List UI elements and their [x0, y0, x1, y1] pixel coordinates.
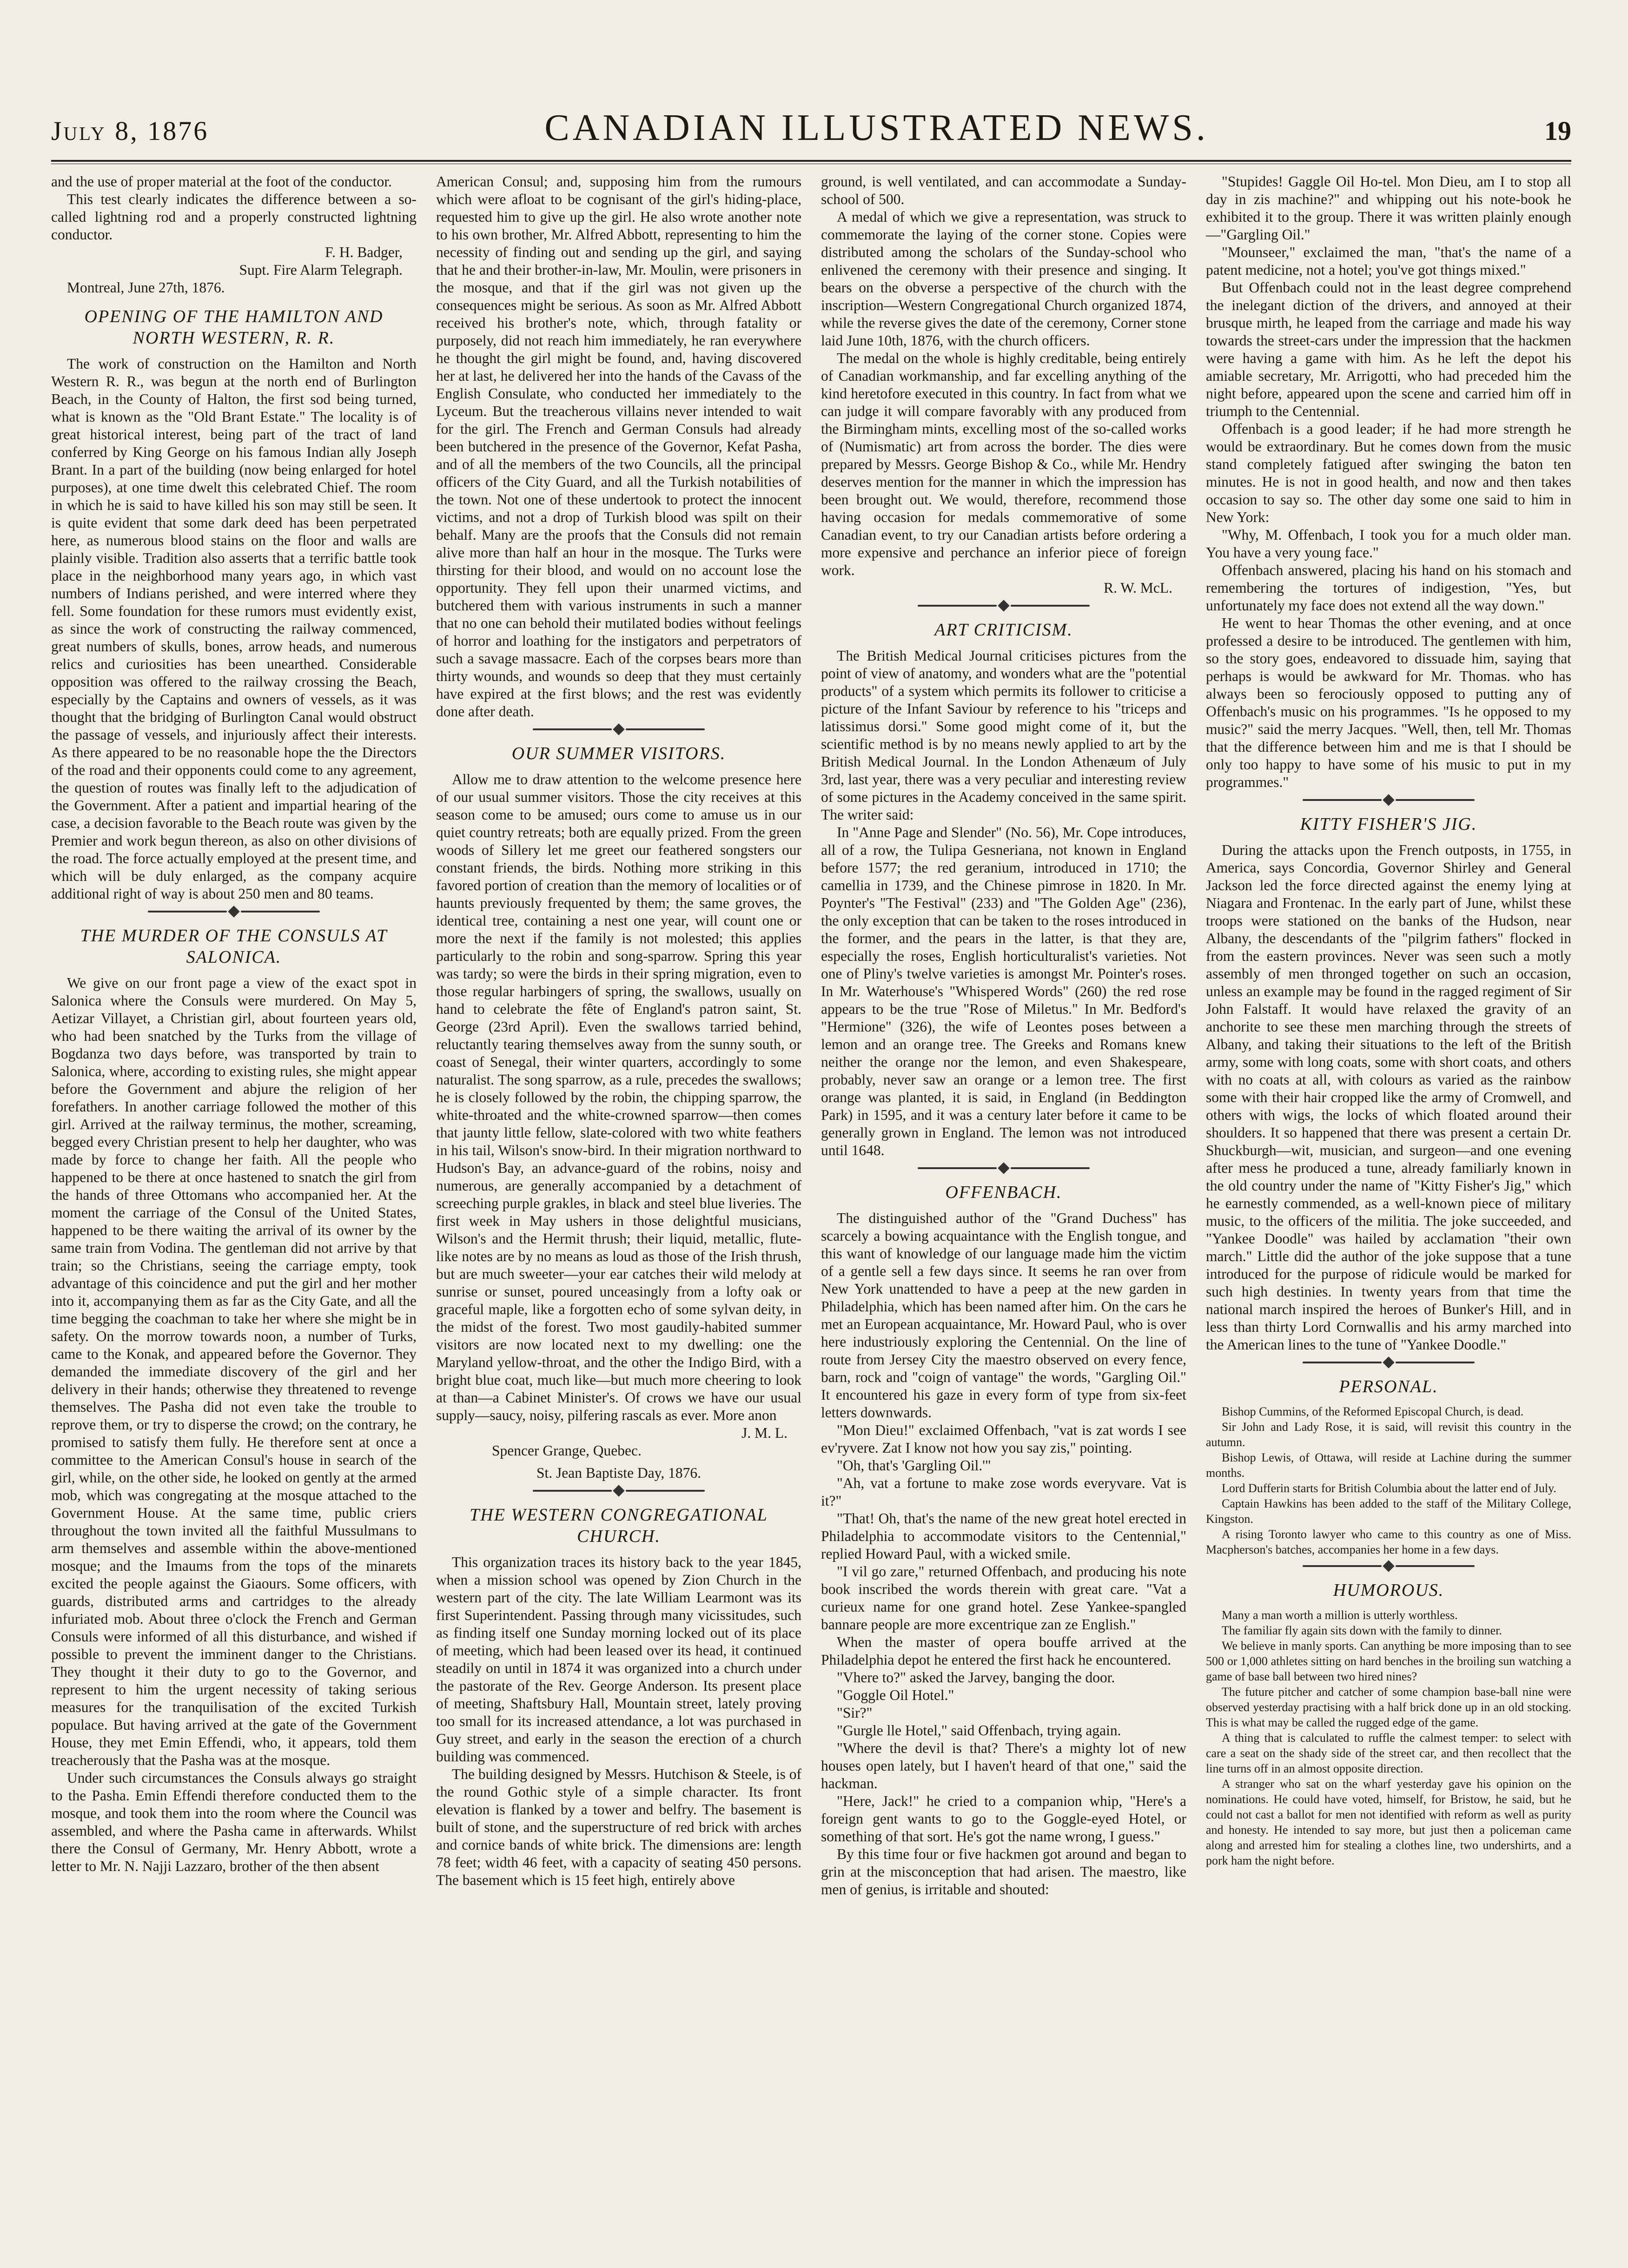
article-heading-art-criticism: ART CRITICISM.: [934, 620, 1073, 640]
signature-place: Spencer Grange, Quebec.: [492, 1442, 642, 1459]
paragraph: The distinguished author of the "Grand Duchess" has scarcely a bowing acquaintance with the English tongue, and this want of knowledge of our language made him the victim of a gentle sell a few days since. It seems he ran over from New York unattended to have a peep at the new garden in Philadelphia, which has been named after him. On the cars he met an European acquaintance, Mr. Howard Paul, who is over here industriously exploring the Centennial. On the line of route from Jersey City the maestro observed on every fence, barn, rock and "coign of vantage" the words, "Gargling Oil." It encountered his gaze in every form of type from six-feet letters downwards.: [821, 1210, 1186, 1421]
paragraph: The work of construction on the Hamilton and North Western R. R., was begun at the north end of Burlington Beach, in the County of Halton, the first sod being turned, what is known as the "Old Brant Estate." The locality is of great historical interest, being part of the tract of land conferred by King George on his famous Indian ally Joseph Brant. In a part of the building (now being enlarged for hotel purposes), at one time dwelt this celebrated Chief. The room in which he is said to have killed his son may still be seen. It is quite evident that some dark deed has been perpetrated here, as numerous blood stains on the floor and walls are plainly visible. Tradition also asserts that a terrific battle took place in the neighborhood many years ago, in which vast numbers of Indians perished, and were interred where they fell. Some foundation for these rumors must evidently exist, as since the work of constructing the railway commenced, great numbers of skulls, bones, arrow heads, and numerous relics and curiosities has been unearthed. Considerable opposition was offered to the railway crossing the Beach, especially by the Captains and owners of vessels, as it was thought that the bridging of Burlington Canal would obstruct the passage of vessels, and injuriously affect their interests. As there appeared to be no reasonable hope the the Directors of the road and their opponents could come to any agreement, the question of routes was finally left to the adjudication of the Government. After a patient and impartial hearing of the case, a decision favorable to the Beach route was given by the Premier and work begun thereon, as also on other divisions of the road. The force actually employed at the present time, and which will be duly enlarged, as the company acquire additional right of way is about 250 men and 80 teams.: [51, 356, 417, 902]
section-divider: [1206, 1562, 1571, 1570]
paragraph: During the attacks upon the French outposts, in 1755, in America, says Concordia, Governor Shirley and General Jackson led the force directed against the enemy lying at Niagara and Frontenac. In the early part of June, whilst these troops were stationed on the banks of the Hudson, near Albany, the descendants of the "pilgrim fathers" flocked in from the eastern provinces. Never was seen such a motly assembly of men thronged together on such an occasion, unless an example may be found in the ragged regiment of Sir John Falstaff. It would have relaxed the gravity of an anchorite to see these men marching through the streets of Albany, and taking their situations to the left of the British army, some with long coats, some with short coats, and others with no coats at all, with colours as varied as the rainbow some with their hair cropped like the army of Cromwell, and others with wigs, the locks of which floated around their shoulders. It so happened that there was present a certain Dr. Shuckburgh—wit, musician, and surgeon—and one evening after mess he produced a tune, already familiarly known in the old country under the name of "Kitty Fisher's Jig," which he earnestly commended, as a well-known piece of military music, to the officers of the militia. The joke succeeded, and "Yankee Doodle" was hailed by acclamation "their own march." Little did the author of the joke suppose that a tune introduced for the purpose of ridicule would be marked for such high destinies. In twenty years from that time the national march inspired the heroes of Bunker's Hill, and in less than thirty Lord Cornwallis and his army marched into the American lines to the tune of "Yankee Doodle.": [1206, 842, 1571, 1353]
paragraph: This test clearly indicates the difference between a so-called lightning rod and a properly constructed lightning conductor.: [51, 191, 417, 243]
paragraph: The British Medical Journal criticises pictures from the point of view of anatomy, and wonders what are the "potential products" of a system which permits its follower to criticise a picture of the Infant Saviour by reference to his "triceps and latissimus dorsi." Some good might come of it, but the scientific method is by no means newly applied to art by the British Medical Journal. In the London Athenæum of July 3rd, last year, there was a very peculiar and interesting review of some pictures in the Academy conceived in the same spirit. The writer said:: [821, 648, 1186, 823]
paragraph: "Mounseer," exclaimed the man, "that's the name of a patent medicine, not a hotel; you've got things mixed.": [1206, 244, 1571, 278]
section-divider: [1206, 796, 1571, 804]
paragraph: "Gurgle lle Hotel," said Offenbach, trying again.: [837, 1722, 1121, 1739]
paragraph: "Sir?": [837, 1705, 873, 1721]
paragraph: "That! Oh, that's the name of the new great hotel erected in Philadelphia to accommodate visitors to the Centennial," replied Howard Paul, with a wicked smile.: [821, 1510, 1186, 1562]
column-3: [821, 173, 1186, 2228]
header-rule: [51, 160, 1571, 162]
paragraph: In "Anne Page and Slender" (No. 56), Mr. Cope introduces, all of a row, the Tulipa Gesneriana, not known in England before 1577; the red geranium, introduced in 1710; the camellia in 1739, and the Chinese pimrose in 1820. In Mr. Poynter's "The Festival" (233) and "The Golden Age" (236), the only exception that can be taken to the roses introduced in the former, and the pears in the latter, is that they are, especially the roses, English horticulturalist's varieties. Not one of Pliny's twelve varieties is amongst Mr. Pointer's roses. In Mr. Waterhouse's "Whispered Words" (260) the red rose appears to be the true "Rose of Miletus." In Mr. Bedford's "Hermione" (326), the wife of Leontes poses between a lemon and an orange tree. The Greeks and Romans knew neither the orange nor the lemon, and even Shakespeare, probably, never saw an orange or a lemon tree. The first orange was planted, it is said, in England (in Beddington Park) in 1595, and it was a century later before it came to be generally grown in England. The lemon was not introduced until 1648.: [821, 824, 1186, 1158]
paragraph: "Where the devil is that? There's a mighty lot of new houses open lately, but I haven't heard of that one," said the hackman.: [821, 1740, 1186, 1792]
news-item: Captain Hawkins has been added to the staff of the Military College, Kingston.: [1206, 1497, 1571, 1526]
paragraph: "Oh, that's 'Gargling Oil.'": [837, 1457, 991, 1474]
paragraph: "Here, Jack!" he cried to a companion whip, "Here's a foreign gent wants to go to the Goggle-eyed Hotel, or something of that sort. He's got the name wrong, I guess.": [821, 1793, 1186, 1845]
signature: F. H. Badger,: [325, 244, 403, 260]
section-divider: [436, 725, 801, 734]
article-heading-summer-visitors: OUR SUMMER VISITORS.: [511, 744, 726, 763]
paragraph: We give on our front page a view of the exact spot in Salonica where the Consuls were murdered. On May 5, Aetizar Villayet, a Christian girl, about fourteen years old, who had been snatched by the Turks from the village of Bogdanza two days before, was transported by train to Salonica, where, according to existing rules, she might appear before the Government and abjure the religion of her forefathers. In another carriage followed the mother of this girl. Arrived at the railway terminus, the mother, screaming, begged every Christian present to help her daughter, who was made by force to change her faith. All the people who happened to be there at once hastened to snatch the girl from the hands of three Ottomans who accompanied her. At the moment the carriage of the Consul of the United States, happened to be there waiting the arrival of its owner by the same train from Vodina. The gentleman did not arrive by that train; so the Christians, seeing the carriage empty, took advantage of this coincidence and put the girl and her mother into it, accompanying them as far as the City Gate, and all the time begging the coachman to take her where she might be in safety. On the morrow towards noon, a number of Turks, came to the Konak, and appeared before the Governor. They demanded the immediate discovery of the girl and her delivery in their hands; otherwise they threatened to revenge themselves. The Pasha did not even take the trouble to reprove them, or try to disperse the crowd; on the contrary, he promised to satisfy them fully. He therefore sent at once a committee to the American Consul's house in search of the girl, while, on the other side, he looked on gently at the armed mob, which was congregating at the mosque attached to the Government House. At the same time, public criers throughout the town invited all the faithful Mussulmans to arm themselves and assemble within the above-mentioned mosque; and the Imaums from the tops of the minarets excited the people against the Giaours. Some officers, with guards, distributed arms and cartridges to the already infuriated mob. About three o'clock the French and German Consuls were informed of all this disturbance, and wished if possible to prevent the imminent danger to the Christians. They thought it their duty to go to the Governor, and represent to him the urgent necessity of taking serious measures for the tranquilisation of the excited Turkish populace. But having arrived at the gate of the Government House, they met Emin Effendi, who, it appears, told them treacherously that the Pasha was at the mosque.: [51, 975, 417, 1768]
paragraph: The building designed by Messrs. Hutchison & Steele, is of the round Gothic style of a simple character. Its front elevation is flanked by a tower and belfry. The basement is built of stone, and the superstructure of red brick with arches and cornice bands of white brick. The dimensions are: length 78 feet; width 46 feet, with a capacity of seating 450 persons. The basement which is 15 feet high, entirely above: [436, 1766, 801, 1888]
paragraph: "Stupides! Gaggle Oil Ho-tel. Mon Dieu, am I to stop all day in zis machine?" and whipping out his note-book he exhibited it to the group. There it was written plainly enough—"Gargling Oil.": [1206, 173, 1571, 243]
article-heading-offenbach: OFFENBACH.: [945, 1183, 1062, 1202]
column-1: [51, 173, 417, 2228]
paragraph: "Why, M. Offenbach, I took you for a much older man. You have a very young face.": [1206, 527, 1571, 561]
article-heading-consuls: THE MURDER OF THE CONSULS AT SALONICA.: [80, 926, 388, 967]
paragraph: He went to hear Thomas the other evening, and at once professed a desire to be introduced. The gentlemen with him, so the story goes, endeavored to dissuade him, saying that perhaps is would be awkward for Mr. Thomas. who has always been so ferociously opposed to putting any of Offenbach's music on his programmes. "Is he opposed to my music?" said the merry Jacques. "Well, then, tell Mr. Thomas that the difference between him and me is that I should be only too happy to have some of his music to put in my programmes.": [1206, 615, 1571, 790]
news-item: Bishop Lewis, of Ottawa, will reside at Lachine during the summer months.: [1206, 1451, 1571, 1480]
masthead-title: CANADIAN ILLUSTRATED NEWS.: [544, 107, 1209, 148]
issue-date: July 8, 1876: [51, 116, 209, 146]
column-4: [1206, 173, 1571, 2228]
section-divider: [821, 1164, 1186, 1172]
article-heading-humorous: HUMOROUS.: [1333, 1580, 1444, 1600]
paragraph: Offenbach is a good leader; if he had more strength he would be extraordinary. But he comes down from the music stand completely fatigued after swinging the baton ten minutes. He is not in good health, and now and then takes occasion to say so. The other day some one said to him in New York:: [1206, 421, 1571, 525]
news-item: The future pitcher and catcher of some champion base-ball nine were observed yesterday practising with a half brick done up in an old stocking. This is what may be called the rugged edge of the game.: [1206, 1685, 1571, 1729]
news-item: A rising Toronto lawyer who came to this country as one of Miss. Macpherson's batches, accompanies her home in a few days.: [1206, 1527, 1571, 1556]
article-heading-kitty-fisher: KITTY FISHER'S JIG.: [1300, 814, 1477, 834]
page-header: [51, 107, 1571, 158]
signature: R. W. McL.: [1104, 580, 1172, 596]
paragraph: "Mon Dieu!" exclaimed Offenbach, "vat is zat words I see ev'ryvere. Zat I know not how you say zis," pointing.: [821, 1422, 1186, 1456]
paragraph: The medal on the whole is highly creditable, being entirely of Canadian workmanship, and far excelling anything of the kind heretofore executed in this country. In fact from what we can judge it will compare favorably with any produced from the Birmingham mints, excelling most of the so-called works of (Numismatic) art from across the border. The dies were prepared by Messrs. George Bishop & Co., while Mr. Hendry deserves mention for the manner in which the impression has been brought out. We would, therefore, recommend those having occasion for medals commemorative of some Canadian event, to try our Canadian artists before ordering a more expensive and perchance an inferior piece of foreign work.: [821, 350, 1186, 578]
dateline: St. Jean Baptiste Day, 1876.: [536, 1465, 701, 1481]
section-divider: [51, 907, 417, 916]
column-2: [436, 173, 801, 2228]
news-item: A thing that is calculated to ruffle the calmest temper: to select with care a seat on the shady side of the street car, and then recollect that the line turns off in an almost opposite direction.: [1206, 1731, 1571, 1775]
paragraph: American Consul; and, supposing him from the rumours which were afloat to be cognisant of the girl's hiding-place, requested him to give up the girl. He also wrote another note to his own brother, Mr. Alfred Abbott, representing to him the necessity of finding out and sending up the girl, and saying that he and their brother-in-law, Mr. Moulin, were prisoners in the mosque, and that if the girl was not given up the consequences might be serious. As soon as Mr. Alfred Abbott received his brother's note, which, through fatality or purposely, did not reach him immediately, he ran everywhere he thought the girl might be found, and, having discovered her at last, he delivered her into the hands of the Cavass of the English Consulate, who conducted her immediately to the Lyceum. But the treacherous villains never intended to wait for the girl. The French and German Consuls had already been butchered in the presence of the Governor, Kefat Pasha, and of all the members of the two Councils, all the principal officers of the City Guard, and all the Turkish notabilities of the town. Not one of these undertook to protect the innocent victims, and not a drop of Turkish blood was spilt on their behalf. Many are the proofs that the Consuls did not remain alive more than half an hour in the mosque. The Turks were thirsting for their blood, and would on no account lose the opportunity. They fell upon their unarmed victims, and butchered them with various instruments in such a manner that no one can behold their mutilated bodies without feelings of horror and loathing for the instigators and perpetrators of such a savage massacre. Each of the corpses bears more than thirty wounds, and wounds so deep that they must certainly have expired at the first blows; and the rest was evidently done after death.: [436, 173, 801, 720]
news-item: Many a man worth a million is utterly worthless.: [1222, 1608, 1458, 1622]
news-item: Lord Dufferin starts for British Columbia about the latter end of July.: [1222, 1481, 1556, 1495]
signature: J. M. L.: [741, 1425, 788, 1441]
paragraph: This organization traces its history back to the year 1845, when a mission school was opened by Zion Church in the western part of the city. The late William Learmont was its first Superintendent. Passing through many vicissitudes, such as finding itself one Sunday morning locked out of its place of meeting, which had been leased over its head, it continued steadily on until in 1874 it was organized into a church under the pastorate of the Rev. George Anderson. Its present place of meeting, Shaftsbury Hall, Mountain street, lately proving too small for its increased attendance, a lot was purchased in Guy street, and early in the season the erection of a church building was commenced.: [436, 1554, 801, 1765]
news-item: We believe in manly sports. Can anything be more imposing than to see 500 or 1,000 athletes sitting on hard benches in the broiling sun watching a game of base ball between two hired nines?: [1206, 1639, 1571, 1683]
news-item: The familiar fly again sits down with the family to dinner.: [1222, 1624, 1502, 1637]
news-item: Sir John and Lady Rose, it is said, will revisit this country in the autumn.: [1206, 1420, 1571, 1449]
article-columns: [51, 173, 1572, 2228]
section-divider: [821, 602, 1186, 610]
section-divider: [1206, 1358, 1571, 1367]
news-item: A stranger who sat on the wharf yesterday gave his opinion on the nominations. He could have voted, himself, for Bristow, he said, but he could not cast a ballot for men not identified with reform as well as purity and honesty. He intended to say more, but just then a policeman came along and arrested him for stealing a clothes line, two undershirts, and a pork ham the night before.: [1206, 1777, 1571, 1867]
paragraph: A medal of which we give a representation, was struck to commemorate the laying of the corner stone. Copies were distributed among the scholars of the Sunday-school who enlivened the ceremony with their presence and singing. It bears on the obverse a perspective of the church with the inscription—Western Congregational Church organized 1874, while the reverse gives the date of the ceremony, Corner stone laid June 10th, 1876, with the church officers.: [821, 209, 1186, 349]
paragraph: "Goggle Oil Hotel.": [837, 1687, 954, 1703]
paragraph: When the master of opera bouffe arrived at the Philadelphia depot he entered the first hack he encountered.: [821, 1634, 1186, 1668]
paragraph: ground, is well ventilated, and can accommodate a Sunday-school of 500.: [821, 173, 1186, 207]
article-heading-western-church: THE WESTERN CONGREGATIONAL CHURCH.: [470, 1505, 768, 1546]
paragraph: "Ah, vat a fortune to make zose words everyvare. Vat is it?": [821, 1475, 1186, 1509]
page-number: 19: [1544, 116, 1571, 146]
paragraph: Allow me to draw attention to the welcome presence here of our usual summer visitors. Those the city receives at this season come to be amused; ours come to amuse us in our quiet country retreats; both are equally prized. From the green woods of Sillery let me greet our feathered songsters our constant friends, the birds. Nothing more striking in this favored portion of creation than the memory of localities or of haunts previously frequented by them; the same groves, the identical tree, containing a nest one year, will count one or more the next if the family is not molested; this applies particularly to the robin and song-sparrow. Spring this year was tardy; so were the birds in their spring migration, even to those regular harbingers of spring, the swallows, usually on hand to celebrate the fête of England's patron saint, St. George (23rd April). Even the swallows tarried behind, reluctantly tearing themselves away from the sunny south, or coast of Senegal, their winter quarters, accordingly to some naturalist. The song sparrow, as a rule, precedes the swallows; he is closely followed by the robin, the chipping sparrow, the white-throated and the white-crowned sparrow—then comes that jaunty little fellow, slate-colored with two white feathers in his tail, Wilson's snow-bird. In their migration northward to Hudson's Bay, an advance-guard of the robins, noisy and numerous, are generally accompanied by a detachment of screeching purple grakles, in black and steel blue liveries. The first week in May ushers in those delightful musicians, Wilson's and the Hermit thrush; their liquid, metallic, flute-like notes are by no means as loud as those of the Irish thrush, but are much sweeter—your ear catches their wild melody at sunrise or sunset, poured unceasingly from a lofty oak or graceful maple, like a forgotten echo of some sylvan deity, in the midst of the forest. Two most gaudily-habited summer visitors are now located next to my dwelling: one the Maryland yellow-throat, and the other the Indigo Bird, with a bright blue coat, much like—but much more cheering to look at than—a Cabinet Minister's. Of crows we have our usual supply—saucy, noisy, pilfering rascals as ever. More anon: [436, 771, 801, 1423]
section-divider: [436, 1487, 801, 1495]
paragraph: By this time four or five hackmen got around and began to grin at the misconception that had arisen. The maestro, like men of genius, is irritable and shouted:: [821, 1846, 1186, 1898]
signature-title: Supt. Fire Alarm Telegraph.: [239, 262, 403, 278]
article-heading-personal: PERSONAL.: [1339, 1377, 1438, 1396]
paragraph: Under such circumstances the Consuls always go straight to the Pasha. Emin Effendi therefore conducted them to the mosque, and took them into the room where the Council was assembled, and where the Pasha came in afterwards. Whilst there the Consul of Germany, Mr. Henry Abbott, wrote a letter to Mr. N. Najji Lazzaro, brother of the then absent: [51, 1770, 417, 1874]
article-heading-hamilton: OPENING OF THE HAMILTON AND NORTH WESTERN, R. R.: [84, 307, 384, 348]
paragraph: and the use of proper material at the foot of the conductor.: [51, 173, 392, 190]
paragraph: "I vil go zare," returned Offenbach, and producing his note book inscribed the words therein with great care. "Vat a curieux name for one grand hotel. Zese Yankee-spangled bannare people are more excentrique zan ze English.": [821, 1563, 1186, 1633]
paragraph: Offenbach answered, placing his hand on his stomach and remembering the tortures of indigestion, "Yes, but unfortunately my face does not extend all the way down.": [1206, 562, 1571, 614]
dateline: Montreal, June 27th, 1876.: [67, 279, 225, 296]
news-item: Bishop Cummins, of the Reformed Episcopal Church, is dead.: [1222, 1405, 1524, 1418]
paragraph: "Vhere to?" asked the Jarvey, banging the door.: [837, 1669, 1115, 1686]
paragraph: But Offenbach could not in the least degree comprehend the inelegant diction of the drivers, and annoyed at their brusque mirth, he leaped from the carriage and made his way towards the street-cars under the impression that the hackmen were having a game with him. As he left the depot his amiable secretary, Mr. Arrigotti, who had preceded him the night before, appeared upon the scene and carried him off in triumph to the Centennial.: [1206, 279, 1571, 419]
